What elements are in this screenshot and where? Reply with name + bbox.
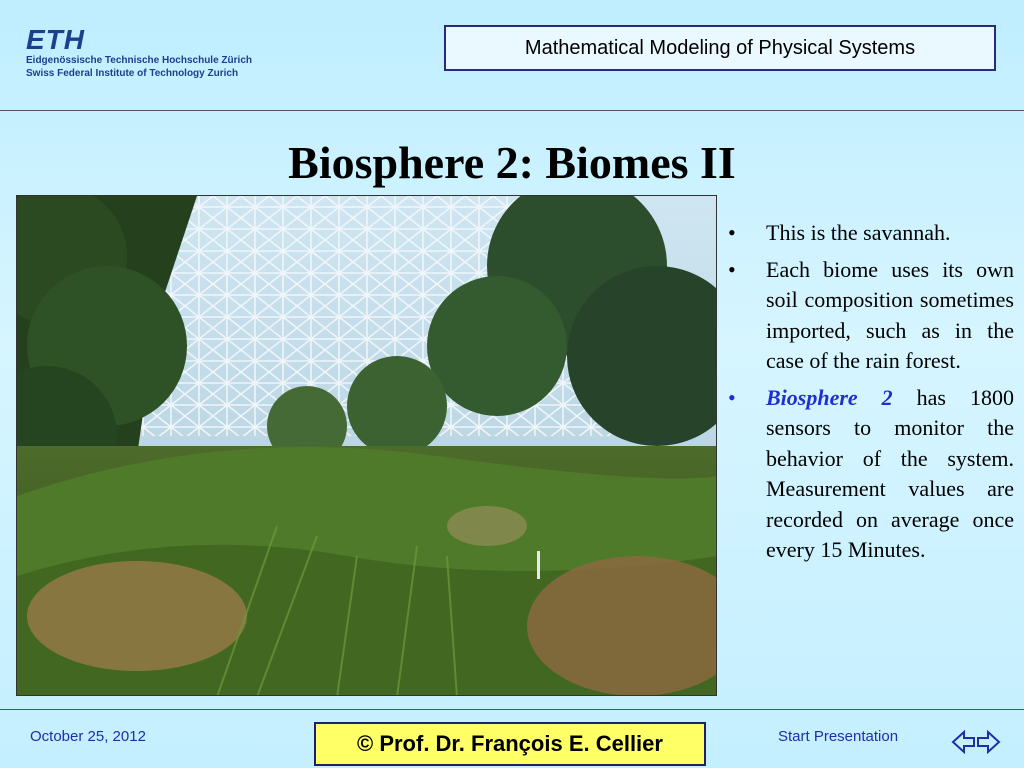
footer-date: October 25, 2012 (30, 728, 146, 745)
eth-logo (26, 26, 276, 80)
logo-mark: ETH (26, 24, 85, 55)
slide-title: Biosphere 2: Biomes II (288, 137, 736, 188)
bullet-glyph: • (728, 384, 736, 410)
course-title: Mathematical Modeling of Physical Systems (444, 25, 996, 71)
nav-forward-arrow-icon[interactable] (976, 728, 1002, 756)
bullet-glyph: • (728, 220, 736, 245)
bullet-list (728, 218, 1014, 572)
photo-savannah (16, 195, 717, 696)
bullet-emphasis: Biosphere 2 (766, 384, 893, 410)
nav-back-arrow-icon[interactable] (950, 728, 976, 756)
logo-line-german: Eidgenössische Technische Hochschule Zürich (26, 55, 252, 66)
bullet-text: has 1800 sensors to monitor the behavior of the system. Measurement values are recorded on average once every 15 Minutes. (766, 384, 1014, 562)
bullet-text: Each biome uses its own soil composition sometimes imported, such as in the case of the rain forest. (766, 256, 1014, 373)
header-divider (0, 110, 1024, 111)
logo-line-english: Swiss Federal Institute of Technology Zurich (26, 68, 239, 79)
bullet-item (728, 255, 1014, 377)
start-presentation-link[interactable]: Start Presentation (778, 728, 899, 745)
footer-divider (0, 709, 1024, 710)
bullet-glyph: • (728, 256, 736, 282)
bullet-item (728, 218, 1014, 249)
bullet-item (728, 383, 1014, 566)
bullet-text: This is the savannah. (766, 220, 951, 245)
author-credit: © Prof. Dr. François E. Cellier (314, 722, 706, 766)
